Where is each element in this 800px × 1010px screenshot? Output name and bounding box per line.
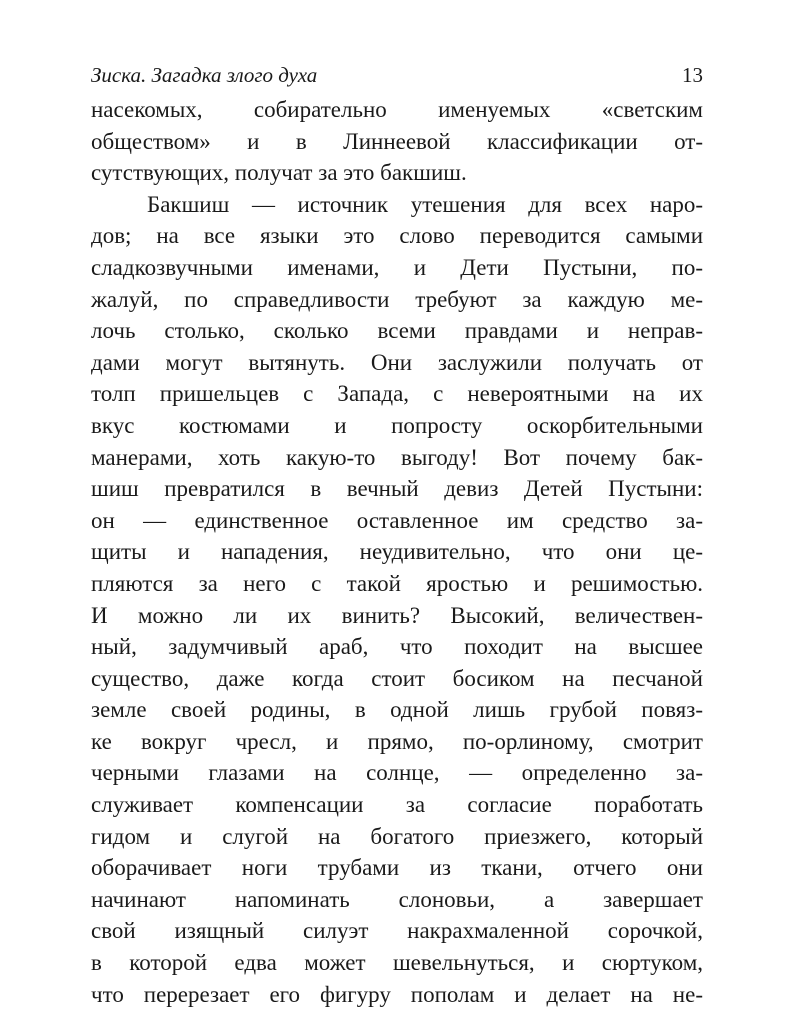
text-line: дов; на все языки это слово переводится самыми [91, 223, 703, 249]
text-line: существо, даже когда стоит босиком на песчаной [91, 665, 703, 691]
text-line: гидом и слугой на богатого приезжего, который [91, 823, 703, 849]
text-line: начинают напоминать слоновьи, а завершает [91, 886, 703, 912]
text-line: сутствующих, получат за это бакшиш. [91, 160, 467, 186]
text-line: оборачивает ноги трубами из ткани, отчего они [91, 855, 703, 881]
text-line: обществом» и в Линнеевой классификации от- [91, 128, 703, 154]
text-line: свой изящный силуэт накрахмаленной сорочкой, [91, 918, 703, 944]
text-line: ке вокруг чресл, и прямо, по-орлиному, смотрит [91, 728, 703, 754]
paragraph [91, 94, 703, 189]
running-title: Зиска. Загадка злого духа [91, 63, 318, 87]
text-line: И можно ли их винить? Высокий, величествен- [91, 602, 703, 628]
text-line: дами могут вытянуть. Они заслужили получать от [91, 349, 703, 375]
text-line: Бакшиш — источник утешения для всех наро- [147, 191, 703, 217]
text-line: в которой едва может шевельнуться, и сюртуком, [91, 950, 703, 976]
text-line: вкус костюмами и попросту оскорбительными [91, 412, 703, 438]
paragraph [91, 189, 703, 1010]
text-line: пляются за него с такой яростью и решимостью. [91, 570, 703, 596]
text-line: земле своей родины, в одной лишь грубой повяз- [91, 697, 703, 723]
running-header [91, 60, 703, 94]
text-line: манерами, хоть какую-то выгоду! Вот почему бак- [91, 444, 703, 470]
text-line: лочь столько, сколько всеми правдами и неправ- [91, 318, 703, 344]
book-page [91, 60, 703, 1010]
text-line: ный, задумчивый араб, что походит на высшее [91, 634, 703, 660]
page-number: 13 [682, 63, 703, 87]
body-text [91, 94, 703, 1010]
text-line: сладкозвучными именами, и Дети Пустыни, по- [91, 254, 703, 280]
text-line: щиты и нападения, неудивительно, что они це- [91, 539, 703, 565]
text-line: толп пришельцев с Запада, с невероятными на их [91, 381, 703, 407]
text-line: он — единственное оставленное им средство за- [91, 507, 703, 533]
text-line: жалуй, по справедливости требуют за каждую ме- [91, 286, 703, 312]
text-line: шиш превратился в вечный девиз Детей Пустыни: [91, 476, 703, 502]
text-line: служивает компенсации за согласие поработать [91, 792, 703, 818]
text-line: насекомых, собирательно именуемых «светским [91, 97, 703, 122]
text-line: что перерезает его фигуру пополам и делает на не- [91, 981, 703, 1007]
text-line: черными глазами на солнце, — определенно за- [91, 760, 703, 786]
